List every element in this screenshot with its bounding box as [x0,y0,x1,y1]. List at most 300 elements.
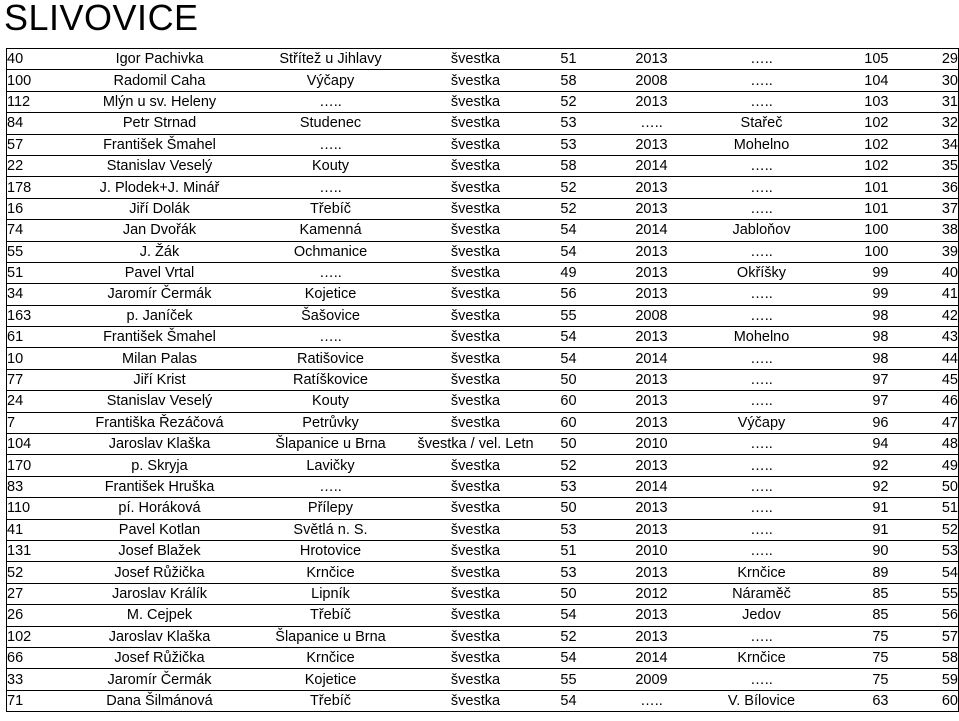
producer-name-cell: Stanislav Veselý [69,155,251,176]
producer-name-cell: Jaromír Čermák [69,669,251,690]
distillery-cell: Mohelno [707,327,817,348]
alcohol-cell: 52 [541,91,597,112]
points-cell: 98 [817,305,889,326]
sample-number-cell: 84 [7,113,69,134]
fruit-cell: švestka [411,540,541,561]
alcohol-cell: 53 [541,562,597,583]
place-cell: Studenec [251,113,411,134]
table-row [7,348,959,369]
sample-number-cell: 77 [7,369,69,390]
sample-number-cell: 112 [7,91,69,112]
rank-cell: 52 [889,519,959,540]
sample-number-cell: 40 [7,49,69,70]
alcohol-cell: 60 [541,391,597,412]
fruit-cell: švestka [411,519,541,540]
table-row [7,113,959,134]
table-row [7,70,959,91]
rank-cell: 56 [889,605,959,626]
producer-name-cell: Jiří Krist [69,369,251,390]
rank-cell: 42 [889,305,959,326]
sample-number-cell: 57 [7,134,69,155]
producer-name-cell: Milan Palas [69,348,251,369]
fruit-cell: švestka [411,284,541,305]
year-cell: 2014 [597,348,707,369]
place-cell: ….. [251,476,411,497]
rank-cell: 29 [889,49,959,70]
fruit-cell: švestka [411,91,541,112]
year-cell: 2012 [597,583,707,604]
sample-number-cell: 178 [7,177,69,198]
distillery-cell: Náraměč [707,583,817,604]
year-cell: 2013 [597,562,707,583]
distillery-cell: ….. [707,626,817,647]
rank-cell: 32 [889,113,959,134]
points-cell: 91 [817,498,889,519]
year-cell: ….. [597,113,707,134]
sample-number-cell: 74 [7,220,69,241]
distillery-cell: ….. [707,348,817,369]
table-row [7,327,959,348]
sample-number-cell: 52 [7,562,69,583]
table-row [7,434,959,455]
sample-number-cell: 61 [7,327,69,348]
place-cell: Kojetice [251,284,411,305]
distillery-cell: Výčapy [707,412,817,433]
place-cell: ….. [251,91,411,112]
fruit-cell: švestka [411,134,541,155]
distillery-cell: Krnčice [707,562,817,583]
alcohol-cell: 53 [541,519,597,540]
producer-name-cell: M. Cejpek [69,605,251,626]
fruit-cell: švestka [411,690,541,711]
year-cell: 2013 [597,605,707,626]
alcohol-cell: 50 [541,434,597,455]
rank-cell: 50 [889,476,959,497]
producer-name-cell: Jan Dvořák [69,220,251,241]
place-cell: Kouty [251,155,411,176]
distillery-cell: ….. [707,669,817,690]
fruit-cell: švestka [411,177,541,198]
producer-name-cell: Pavel Vrtal [69,262,251,283]
alcohol-cell: 54 [541,348,597,369]
year-cell: 2013 [597,519,707,540]
table-row [7,626,959,647]
table-row [7,540,959,561]
fruit-cell: švestka [411,412,541,433]
rank-cell: 43 [889,327,959,348]
points-cell: 100 [817,220,889,241]
points-cell: 85 [817,605,889,626]
fruit-cell: švestka [411,626,541,647]
table-row [7,177,959,198]
fruit-cell: švestka [411,669,541,690]
producer-name-cell: Igor Pachivka [69,49,251,70]
points-cell: 102 [817,113,889,134]
fruit-cell: švestka [411,113,541,134]
points-cell: 75 [817,669,889,690]
year-cell: 2013 [597,262,707,283]
table-row [7,412,959,433]
year-cell: 2014 [597,155,707,176]
distillery-cell: ….. [707,70,817,91]
table-row [7,669,959,690]
sample-number-cell: 163 [7,305,69,326]
alcohol-cell: 52 [541,177,597,198]
points-cell: 97 [817,391,889,412]
points-cell: 96 [817,412,889,433]
alcohol-cell: 53 [541,134,597,155]
distillery-cell: Okříšky [707,262,817,283]
fruit-cell: švestka [411,562,541,583]
producer-name-cell: J. Žák [69,241,251,262]
alcohol-cell: 53 [541,113,597,134]
distillery-cell: ….. [707,476,817,497]
place-cell: Lipník [251,583,411,604]
alcohol-cell: 49 [541,262,597,283]
points-cell: 75 [817,626,889,647]
rank-cell: 51 [889,498,959,519]
place-cell: ….. [251,134,411,155]
distillery-cell: ….. [707,198,817,219]
fruit-cell: švestka [411,220,541,241]
distillery-cell: Jabloňov [707,220,817,241]
rank-cell: 39 [889,241,959,262]
points-cell: 102 [817,155,889,176]
fruit-cell: švestka [411,369,541,390]
year-cell: 2013 [597,177,707,198]
table-row [7,498,959,519]
producer-name-cell: Stanislav Veselý [69,391,251,412]
place-cell: Přílepy [251,498,411,519]
place-cell: Lavičky [251,455,411,476]
table-row [7,690,959,711]
rank-cell: 54 [889,562,959,583]
year-cell: 2013 [597,241,707,262]
place-cell: Ochmanice [251,241,411,262]
year-cell: 2010 [597,540,707,561]
rank-cell: 48 [889,434,959,455]
fruit-cell: švestka [411,155,541,176]
producer-name-cell: Josef Růžička [69,647,251,668]
year-cell: 2013 [597,49,707,70]
place-cell: Šašovice [251,305,411,326]
distillery-cell: ….. [707,91,817,112]
place-cell: Třebíč [251,198,411,219]
points-cell: 94 [817,434,889,455]
year-cell: 2013 [597,391,707,412]
table-row [7,91,959,112]
producer-name-cell: Pavel Kotlan [69,519,251,540]
rank-cell: 60 [889,690,959,711]
points-cell: 89 [817,562,889,583]
alcohol-cell: 53 [541,476,597,497]
alcohol-cell: 50 [541,583,597,604]
sample-number-cell: 83 [7,476,69,497]
year-cell: 2013 [597,91,707,112]
alcohol-cell: 54 [541,241,597,262]
table-row [7,262,959,283]
place-cell: Třebíč [251,690,411,711]
rank-cell: 58 [889,647,959,668]
year-cell: 2013 [597,327,707,348]
alcohol-cell: 54 [541,690,597,711]
distillery-cell: ….. [707,434,817,455]
page-title: SLIVOVICE [4,0,199,38]
alcohol-cell: 52 [541,455,597,476]
rank-cell: 45 [889,369,959,390]
distillery-cell: ….. [707,519,817,540]
table-row [7,49,959,70]
producer-name-cell: František Šmahel [69,327,251,348]
rank-cell: 47 [889,412,959,433]
producer-name-cell: Petr Strnad [69,113,251,134]
year-cell: 2008 [597,70,707,91]
alcohol-cell: 58 [541,70,597,91]
rank-cell: 53 [889,540,959,561]
year-cell: ….. [597,690,707,711]
year-cell: 2013 [597,134,707,155]
sample-number-cell: 71 [7,690,69,711]
producer-name-cell: Dana Šilmánová [69,690,251,711]
distillery-cell: ….. [707,241,817,262]
year-cell: 2013 [597,455,707,476]
table-row [7,134,959,155]
place-cell: ….. [251,327,411,348]
fruit-cell: švestka [411,391,541,412]
fruit-cell: švestka / vel. Letn [411,434,541,455]
points-cell: 92 [817,455,889,476]
fruit-cell: švestka [411,476,541,497]
alcohol-cell: 54 [541,605,597,626]
fruit-cell: švestka [411,583,541,604]
place-cell: ….. [251,177,411,198]
year-cell: 2013 [597,626,707,647]
points-cell: 98 [817,327,889,348]
fruit-cell: švestka [411,70,541,91]
fruit-cell: švestka [411,348,541,369]
fruit-cell: švestka [411,498,541,519]
distillery-cell: Mohelno [707,134,817,155]
rank-cell: 36 [889,177,959,198]
rank-cell: 55 [889,583,959,604]
alcohol-cell: 54 [541,220,597,241]
place-cell: Krnčice [251,647,411,668]
sample-number-cell: 33 [7,669,69,690]
points-cell: 98 [817,348,889,369]
fruit-cell: švestka [411,49,541,70]
sample-number-cell: 24 [7,391,69,412]
points-cell: 97 [817,369,889,390]
year-cell: 2013 [597,369,707,390]
year-cell: 2013 [597,498,707,519]
alcohol-cell: 50 [541,498,597,519]
producer-name-cell: Jaroslav Klaška [69,434,251,455]
year-cell: 2013 [597,198,707,219]
distillery-cell: ….. [707,177,817,198]
distillery-cell: ….. [707,305,817,326]
table-body [7,49,959,712]
rank-cell: 57 [889,626,959,647]
points-cell: 100 [817,241,889,262]
place-cell: Petrůvky [251,412,411,433]
alcohol-cell: 55 [541,669,597,690]
table-row [7,220,959,241]
place-cell: Ratíškovice [251,369,411,390]
table-row [7,647,959,668]
producer-name-cell: Jaroslav Králík [69,583,251,604]
sample-number-cell: 10 [7,348,69,369]
distillery-cell: ….. [707,455,817,476]
producer-name-cell: Mlýn u sv. Heleny [69,91,251,112]
table-row [7,455,959,476]
fruit-cell: švestka [411,198,541,219]
points-cell: 99 [817,284,889,305]
points-cell: 91 [817,519,889,540]
alcohol-cell: 51 [541,540,597,561]
rank-cell: 38 [889,220,959,241]
table-row [7,562,959,583]
distillery-cell: ….. [707,391,817,412]
fruit-cell: švestka [411,455,541,476]
sample-number-cell: 51 [7,262,69,283]
fruit-cell: švestka [411,241,541,262]
points-cell: 99 [817,262,889,283]
rank-cell: 49 [889,455,959,476]
table-row [7,198,959,219]
table-row [7,241,959,262]
rank-cell: 59 [889,669,959,690]
rank-cell: 46 [889,391,959,412]
place-cell: Krnčice [251,562,411,583]
sample-number-cell: 26 [7,605,69,626]
rank-cell: 35 [889,155,959,176]
place-cell: Šlapanice u Brna [251,434,411,455]
fruit-cell: švestka [411,262,541,283]
distillery-cell: V. Bílovice [707,690,817,711]
table-row [7,305,959,326]
alcohol-cell: 51 [541,49,597,70]
producer-name-cell: František Hruška [69,476,251,497]
sample-number-cell: 22 [7,155,69,176]
points-cell: 90 [817,540,889,561]
table-row [7,155,959,176]
producer-name-cell: pí. Horáková [69,498,251,519]
points-cell: 85 [817,583,889,604]
alcohol-cell: 52 [541,198,597,219]
rank-cell: 41 [889,284,959,305]
distillery-cell: ….. [707,284,817,305]
points-cell: 102 [817,134,889,155]
rank-cell: 31 [889,91,959,112]
fruit-cell: švestka [411,327,541,348]
sample-number-cell: 27 [7,583,69,604]
year-cell: 2013 [597,284,707,305]
points-cell: 101 [817,177,889,198]
sample-number-cell: 55 [7,241,69,262]
fruit-cell: švestka [411,305,541,326]
producer-name-cell: Josef Blažek [69,540,251,561]
rank-cell: 30 [889,70,959,91]
producer-name-cell: Františka Řezáčová [69,412,251,433]
year-cell: 2014 [597,647,707,668]
table-row [7,519,959,540]
year-cell: 2014 [597,220,707,241]
sample-number-cell: 7 [7,412,69,433]
distillery-cell: ….. [707,540,817,561]
place-cell: Světlá n. S. [251,519,411,540]
producer-name-cell: František Šmahel [69,134,251,155]
points-cell: 75 [817,647,889,668]
distillery-cell: ….. [707,155,817,176]
place-cell: Kouty [251,391,411,412]
place-cell: Ratišovice [251,348,411,369]
place-cell: Kojetice [251,669,411,690]
year-cell: 2014 [597,476,707,497]
year-cell: 2008 [597,305,707,326]
place-cell: Kamenná [251,220,411,241]
rank-cell: 34 [889,134,959,155]
points-cell: 92 [817,476,889,497]
alcohol-cell: 54 [541,327,597,348]
year-cell: 2009 [597,669,707,690]
sample-number-cell: 170 [7,455,69,476]
sample-number-cell: 110 [7,498,69,519]
rank-cell: 37 [889,198,959,219]
producer-name-cell: p. Janíček [69,305,251,326]
rank-cell: 40 [889,262,959,283]
table-row [7,605,959,626]
points-cell: 63 [817,690,889,711]
producer-name-cell: J. Plodek+J. Minář [69,177,251,198]
sample-number-cell: 100 [7,70,69,91]
alcohol-cell: 50 [541,369,597,390]
place-cell: Hrotovice [251,540,411,561]
producer-name-cell: Jaromír Čermák [69,284,251,305]
year-cell: 2013 [597,412,707,433]
results-table [6,48,959,712]
alcohol-cell: 60 [541,412,597,433]
points-cell: 103 [817,91,889,112]
sample-number-cell: 131 [7,540,69,561]
sample-number-cell: 66 [7,647,69,668]
alcohol-cell: 52 [541,626,597,647]
table-row [7,284,959,305]
distillery-cell: ….. [707,498,817,519]
rank-cell: 44 [889,348,959,369]
distillery-cell: ….. [707,49,817,70]
alcohol-cell: 55 [541,305,597,326]
place-cell: Výčapy [251,70,411,91]
place-cell: Šlapanice u Brna [251,626,411,647]
producer-name-cell: Radomil Caha [69,70,251,91]
distillery-cell: Krnčice [707,647,817,668]
alcohol-cell: 56 [541,284,597,305]
distillery-cell: Stařeč [707,113,817,134]
sample-number-cell: 16 [7,198,69,219]
sample-number-cell: 102 [7,626,69,647]
producer-name-cell: p. Skryja [69,455,251,476]
place-cell: Třebíč [251,605,411,626]
place-cell: ….. [251,262,411,283]
table-row [7,391,959,412]
points-cell: 104 [817,70,889,91]
table-row [7,476,959,497]
year-cell: 2010 [597,434,707,455]
distillery-cell: ….. [707,369,817,390]
fruit-cell: švestka [411,605,541,626]
sample-number-cell: 104 [7,434,69,455]
producer-name-cell: Jiří Dolák [69,198,251,219]
